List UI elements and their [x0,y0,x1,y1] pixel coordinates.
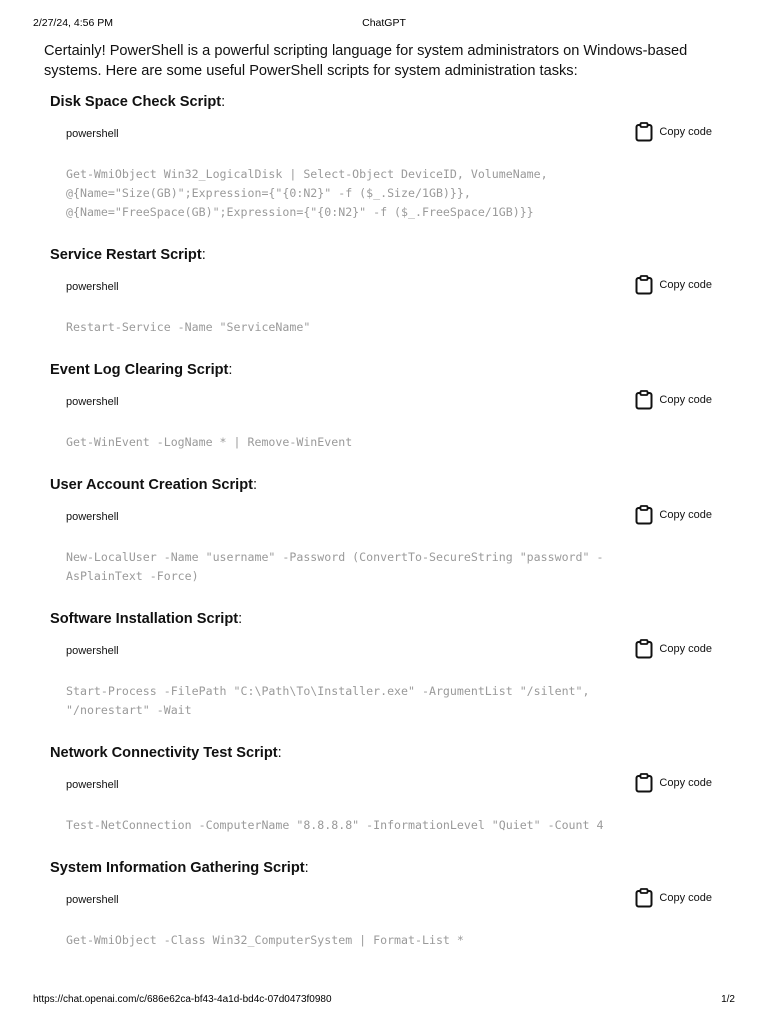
copy-code-label: Copy code [659,394,712,406]
section-heading-text: Software Installation Script [50,611,239,627]
script-section [44,742,734,849]
code-block [66,119,714,236]
code-block-header [66,502,714,534]
script-sections [44,91,734,964]
code-block-header [66,272,714,304]
section-heading: System Information Gathering Script: [50,860,309,876]
code-content: Get-WinEvent -LogName * | Remove-WinEvent [66,435,353,449]
code-block-header [66,885,714,917]
code-block [66,502,714,600]
section-heading-text: Network Connectivity Test Script [50,745,278,761]
copy-code-label: Copy code [659,126,712,138]
code-language-label: powershell [66,511,119,523]
code-block [66,387,714,466]
script-section [44,608,734,734]
copy-code-button[interactable] [635,639,712,659]
section-heading-text: System Information Gathering Script [50,860,305,876]
copy-code-label: Copy code [659,643,712,655]
script-section [44,474,734,600]
script-section [44,857,734,964]
print-datetime: 2/27/24, 4:56 PM [33,17,113,29]
clipboard-icon [635,390,653,410]
code-language-label: powershell [66,128,119,140]
clipboard-icon [635,122,653,142]
code-content: New-LocalUser -Name "username" -Password (ConvertTo-SecureString "password" - AsPlainText -Force) [66,550,604,583]
section-heading-text: User Account Creation Script [50,477,254,493]
section-heading-text: Service Restart Script [50,247,202,263]
copy-code-button[interactable] [635,773,712,793]
code-language-label: powershell [66,894,119,906]
code-content: Get-WmiObject Win32_LogicalDisk | Select-Object DeviceID, VolumeName, @{Name="Size(GB)";Expression={"{0:N2}" -f ($_.Size/1GB)}}, @{Name="FreeSpace(GB)";Expression={"{0:N2}" -f ($_.FreeSpace/1GB)}} [66,167,548,219]
clipboard-icon [635,773,653,793]
code-language-label: powershell [66,281,119,293]
section-heading: Network Connectivity Test Script: [50,745,282,761]
clipboard-icon [635,639,653,659]
page-number: 1/2 [721,994,735,1005]
clipboard-icon [635,888,653,908]
section-heading-text: Event Log Clearing Script [50,362,229,378]
section-heading: User Account Creation Script: [50,477,258,493]
code-content: Test-NetConnection -ComputerName "8.8.8.8" -InformationLevel "Quiet" -Count 4 [66,818,604,832]
clipboard-icon [635,505,653,525]
print-title: ChatGPT [362,17,406,29]
code-language-label: powershell [66,396,119,408]
copy-code-label: Copy code [659,279,712,291]
code-block-header [66,387,714,419]
page-url[interactable]: https://chat.openai.com/c/686e62ca-bf43-4a1d-bd4c-07d0473f0980 [33,994,332,1005]
clipboard-icon [635,275,653,295]
copy-code-button[interactable] [635,122,712,142]
copy-code-button[interactable] [635,275,712,295]
section-heading: Event Log Clearing Script: [50,362,233,378]
code-block [66,636,714,734]
code-language-label: powershell [66,779,119,791]
chat-response [44,41,734,972]
section-heading-text: Disk Space Check Script [50,94,222,110]
print-header [33,17,735,31]
code-block-header [66,770,714,802]
section-heading: Disk Space Check Script: [50,94,226,110]
copy-code-label: Copy code [659,777,712,789]
section-heading: Service Restart Script: [50,247,206,263]
script-section [44,244,734,351]
print-footer [33,994,735,1008]
code-content: Get-WmiObject -Class Win32_ComputerSystem | Format-List * [66,933,464,947]
section-heading: Software Installation Script: [50,611,243,627]
copy-code-label: Copy code [659,509,712,521]
code-block [66,885,714,964]
code-language-label: powershell [66,645,119,657]
code-block [66,770,714,849]
script-section [44,359,734,466]
code-block [66,272,714,351]
code-content: Start-Process -FilePath "C:\Path\To\Installer.exe" -ArgumentList "/silent", "/norestart" -Wait [66,684,590,717]
copy-code-button[interactable] [635,390,712,410]
code-block-header [66,119,714,151]
copy-code-button[interactable] [635,505,712,525]
code-block-header [66,636,714,668]
code-content: Restart-Service -Name "ServiceName" [66,320,311,334]
script-section [44,91,734,236]
copy-code-label: Copy code [659,892,712,904]
intro-paragraph: Certainly! PowerShell is a powerful scripting language for system administrators on Windows-based systems. Here are some useful PowerShell scripts for system administration tasks: [44,43,688,79]
copy-code-button[interactable] [635,888,712,908]
